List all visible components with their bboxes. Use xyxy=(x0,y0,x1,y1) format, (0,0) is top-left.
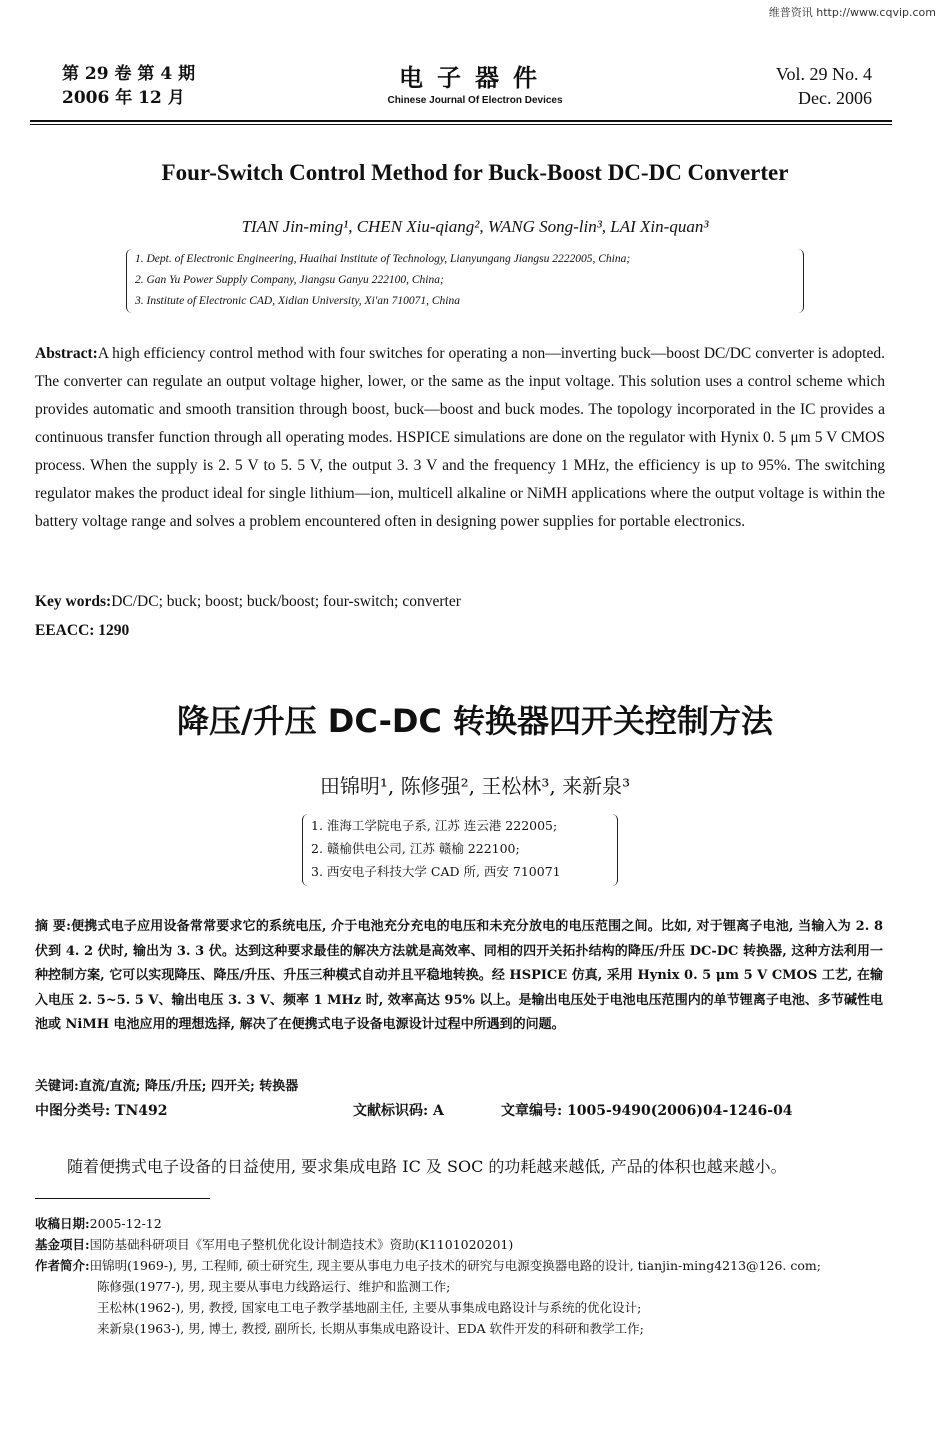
journal-name-cn: 电子器件 xyxy=(399,63,551,92)
footnote-rule xyxy=(35,1198,210,1199)
header-volume-en xyxy=(776,62,872,110)
date-en: Dec. 2006 xyxy=(798,88,872,108)
abstract-en xyxy=(35,340,885,536)
received-label: 收稿日期: xyxy=(35,1216,90,1231)
paper-title-cn: 降压/升压 DC-DC 转换器四开关控制方法 xyxy=(176,702,774,740)
fund-text: 国防基础科研项目《军用电子整机优化设计制造技术》资助(K1101020201) xyxy=(89,1237,514,1252)
journal-name-en: Chinese Journal Of Electron Devices xyxy=(387,95,563,106)
paper-title-en: Four-Switch Control Method for Buck-Boost DC-DC Converter xyxy=(161,160,789,185)
eeacc-code: EEACC: 1290 xyxy=(35,622,130,639)
bio-2: 陈修强(1977-), 男, 现主要从事电力线路运行、维护和监测工作; xyxy=(97,1279,451,1294)
abstract-cn-text: 便携式电子应用设备常常要求它的系统电压, 介于电池充分充电的电压和未充分放电的电压范围之间。比如, 对于锂离子电池, 当输入为 2. 8 伏到 4. 2 伏时, 输出为 3. 3 伏。达到这种要求最佳的解决方法就是高效率、同相的四开关拓扑结构的降压/升压 DC-DC 转换器, 这种方法利用一种控制方案, 它可以实现降压、降压/升压、升压三种模式自动并且平稳地转换。经 HSPICE 仿真, 采用 Hynix 0. 5 μm 5 V CMOS 工艺, 在输入电压 2. 5~5. 5 V、输出电压 3. 3 V、频率 1 MHz 时, 效率高达 95% 以上。是输出电压处于电池电压范围内的单节锂离子电池、多节碱性电池或 NiMH 电池应用的理想选择, 解决了在便携式电子设备电源设计过程中所遇到的问题。 xyxy=(35,919,884,1032)
affiliation-cn-3: 3. 西安电子科技大学 CAD 所, 西安 710071 xyxy=(311,864,561,879)
abstract-en-label: Abstract: xyxy=(35,345,98,362)
bio-4: 来新泉(1963-), 男, 博士, 教授, 副所长, 长期从事集成电路设计、EDA 软件开发的科研和教学工作; xyxy=(97,1321,644,1336)
affiliation-cn-2: 2. 赣榆供电公司, 江苏 赣榆 222100; xyxy=(311,841,520,856)
volume-issue-cn: 第 29 卷 第 4 期 xyxy=(62,64,196,84)
date-cn: 2006 年 12 月 xyxy=(62,88,185,108)
keywords-cn-text: 直流/直流; 降压/升压; 四开关; 转换器 xyxy=(78,1079,299,1094)
abstract-cn-label: 摘 要: xyxy=(35,919,71,934)
footnote-fund xyxy=(35,1234,885,1255)
bio-3: 王松林(1962-), 男, 教授, 国家电工电子教学基地副主任, 主要从事集成电路设计与系统的优化设计; xyxy=(97,1300,642,1315)
watermark: 维普资讯 http://www.cqvip.com xyxy=(768,6,936,19)
affiliation-en-3: 3. Institute of Electronic CAD, Xidian University, Xi'an 710071, China xyxy=(135,295,460,307)
affiliation-cn-1: 1. 淮海工学院电子系, 江苏 连云港 222005; xyxy=(311,818,558,833)
body-first-paragraph: 随着便携式电子设备的日益使用, 要求集成电路 IC 及 SOC 的功耗越来越低, 产品的体积也越来越小。 xyxy=(67,1157,787,1176)
document-code: 文献标识码: A xyxy=(353,1103,444,1119)
affiliations-cn xyxy=(302,814,618,886)
footnote-bio xyxy=(35,1255,885,1276)
volume-issue-en: Vol. 29 No. 4 xyxy=(775,64,872,84)
authors-cn: 田锦明¹, 陈修强², 王松林³, 来新泉³ xyxy=(319,774,631,798)
abstract-en-text: A high efficiency control method with four switches for operating a non—inverting buck—boost DC/DC converter is adopted. The converter can regulate an output voltage higher, lower, or the same as the input voltage. This solution uses a control scheme which provides automatic and smooth transition through boost, buck—boost and buck modes. The topology incorporated in the IC provides a continuous transfer function through all operating modes. HSPICE simulations are done on the regulator with Hynix 0. 5 μm 5 V CMOS process. When the supply is 2. 5 V to 5. 5 V, the output 3. 3 V and the frequency 1 MHz, the efficiency is up to 95%. The switching regulator makes the product ideal for single lithium—ion, multicell alkaline or NiMH applications where the output voltage is within the battery voltage range and solves a problem encountered often in designing power supplies for portable electronics. xyxy=(35,345,885,530)
header-rule-thick xyxy=(30,120,892,122)
keywords-cn-label: 关键词: xyxy=(35,1079,79,1094)
footnotes xyxy=(35,1213,885,1339)
clc-number: 中图分类号: TN492 xyxy=(35,1103,168,1119)
keywords-en-text: DC/DC; buck; boost; buck/boost; four-switch; converter xyxy=(111,593,461,610)
received-date: 2005-12-12 xyxy=(89,1216,162,1231)
keywords-en-label: Key words: xyxy=(35,593,112,610)
header-rule-thin xyxy=(30,124,892,125)
affiliations-en xyxy=(126,249,804,313)
bio-label: 作者简介: xyxy=(35,1258,90,1273)
abstract-cn xyxy=(35,915,883,1038)
keywords-en xyxy=(35,593,461,611)
affiliation-en-2: 2. Gan Yu Power Supply Company, Jiangsu Ganyu 222100, China; xyxy=(135,274,444,286)
bio-1: 田锦明(1969-), 男, 工程师, 硕士研究生, 现主要从事电力电子技术的研究与电源变换器电路的设计, tianjin-ming4213@126. com; xyxy=(89,1258,821,1273)
keywords-cn xyxy=(35,1075,298,1094)
authors-en: TIAN Jin-ming¹, CHEN Xiu-qiang², WANG Song-lin³, LAI Xin-quan³ xyxy=(241,217,709,236)
footnote-received xyxy=(35,1213,885,1234)
fund-label: 基金项目: xyxy=(35,1237,90,1252)
affiliation-en-1: 1. Dept. of Electronic Engineering, Huaihai Institute of Technology, Lianyungang Jiangsu 2222005, China; xyxy=(135,253,631,265)
article-number: 文章编号: 1005-9490(2006)04-1246-04 xyxy=(501,1103,793,1119)
